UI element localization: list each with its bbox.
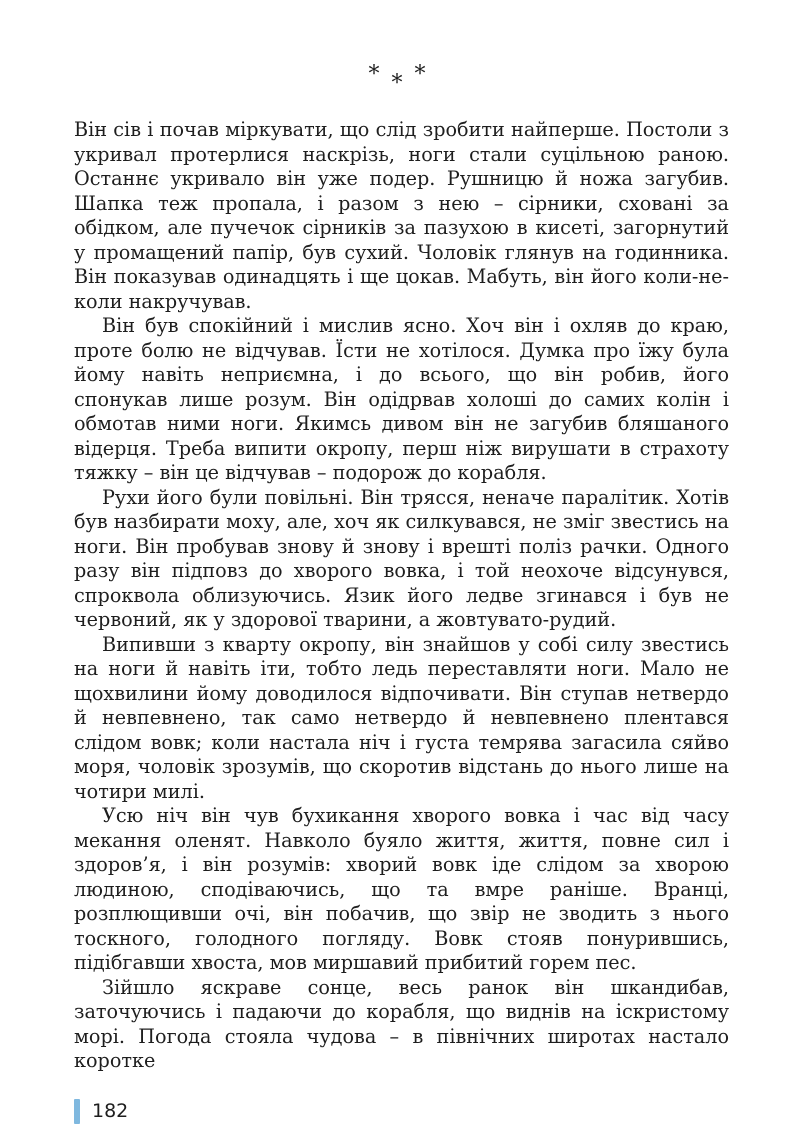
body-text [74, 118, 729, 1074]
paragraph: Він був спокійний і мислив ясно. Хоч він і охляв до краю, проте болю не відчував. Їсти не хотілося. Думка про їжу була йому навіть неприємна, і до всього, що він робив, його спонукав лише розум. Він одідрвав холоші до самих колін і обмотав ними ноги. Якимсь дивом він не загубив бляшаного відерця. Треба випити окропу, перш ніж вирушати в страхоту тяжку – він це відчував – подорож до корабля. [74, 314, 729, 484]
page-footer [74, 1098, 128, 1124]
section-separator [0, 62, 794, 96]
paragraph: Випивши з кварту окропу, він знайшов у собі силу звестись на ноги й навіть іти, тобто ледь переставляти ноги. Мало не щохвилини йому доводилося відпочивати. Він ступав нетвердо й невпевнено, так само нетвердо й невпевнено плентався слідом вовк; коли настала ніч і густа темрява загасила сяйво моря, чоловік зрозумів, що скоротив відстань до нього лише на чотири милі. [74, 632, 729, 803]
paragraph: Усю ніч він чув бухикання хворого вовка і час від часу мекання оленят. Навколо буяло життя, життя, повне сил і здоров’я, і він розумів: хворий вовк іде слідом за хворою людиною, сподіваючись, що та вмре раніше. Вранці, розплющивши очі, він побачив, що звір не зводить з нього тоскного, голодного погляду. Вовк стояв понурившись, підібгавши хвоста, мов миршавий прибитий горем пес. [74, 804, 729, 974]
paragraph: Зійшло яскраве сонце, весь ранок він шкандибав, заточуючись і падаючи до корабля, що виднів на іскристому морі. Погода стояла чудова – в північних широтах настало коротке [74, 975, 729, 1072]
page-accent-bar [74, 1099, 80, 1124]
separator-star: * [391, 71, 403, 96]
paragraph: Він сів і почав міркувати, що слід зробити найперше. Постоли з укривал протерлися наскрізь, ноги стали суцільною раною. Останнє укривало він уже подер. Рушницю й ножа загубив. Шапка теж пропала, і разом з нею – сірники, сховані за обідком, але пучечок сірників за пазухою в кисеті, загорнутий у промащений папір, був сухий. Чоловік глянув на годинника. Він показував одинадцять і ще цокав. Мабуть, він його коли-не-коли накручував. [74, 118, 729, 313]
paragraph: Рухи його були повільні. Він трясся, неначе паралітик. Хотів був назбирати моху, але, хоч як силкувався, не зміг звестись на ноги. Він пробував знову й знову і врешті поліз рачки. Одного разу він підповз до хворого вовка, і той неохоче відсунувся, спроквола облизуючись. Язик його ледве згинався і був не червоний, як у здорової тварини, а жовтувато-рудий. [74, 485, 729, 631]
separator-star: * [414, 62, 426, 87]
separator-star: * [368, 62, 380, 87]
page-number: 182 [92, 1100, 129, 1122]
